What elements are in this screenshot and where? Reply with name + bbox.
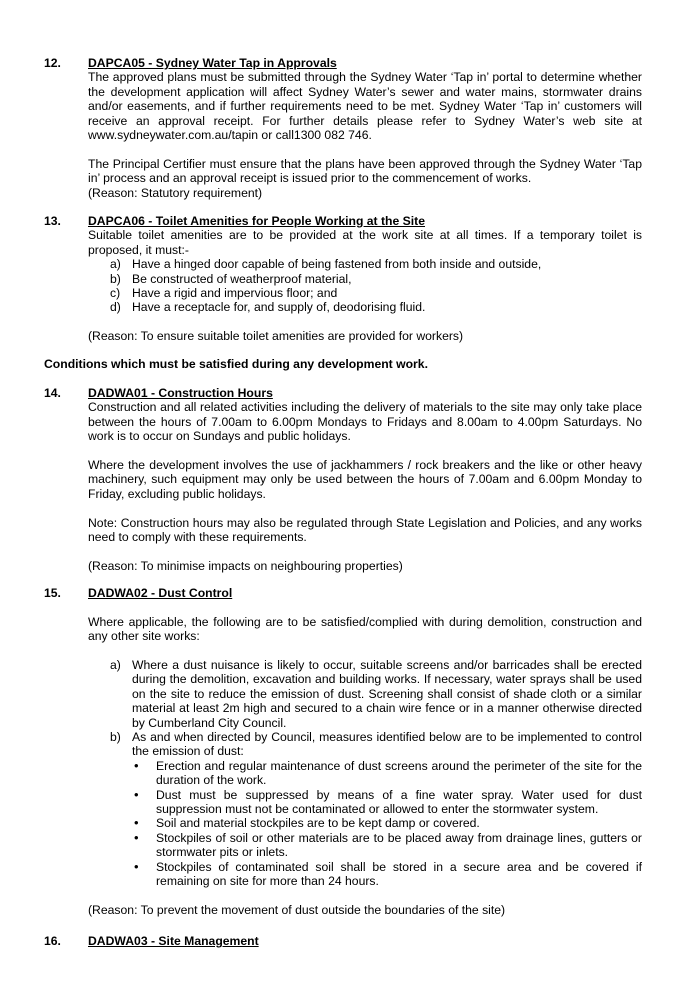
paragraph: Suitable toilet amenities are to be provided at the work site at all times. If a temporary toilet is proposed, it must:- — [88, 228, 642, 257]
list-item: a) Where a dust nuisance is likely to occur, suitable screens and/or barricades shall be erected during the demolition, excavation and building works. If necessary, water sprays shall be used on the site to reduce the emission of dust. Screening shall consist of shade cloth or a similar material at least 2m high and secured to a chain wire fence or in a manner otherwise directed by Cumberland City Council. — [110, 658, 642, 730]
list-item: a) Have a hinged door capable of being fastened from both inside and outside, — [110, 257, 542, 272]
condition-number: 16. — [44, 934, 61, 948]
condition-title: DADWA03 - Site Management — [88, 934, 259, 948]
bullet-list — [132, 759, 642, 889]
condition-body — [88, 615, 642, 918]
bullet-item: • Soil and material stockpiles are to be kept damp or covered. — [132, 816, 642, 830]
lettered-list — [88, 257, 642, 315]
bullet-item: • Dust must be suppressed by means of a fine water spray. Water used for dust suppression must not be contaminated or allowed to enter the stormwater system. — [132, 788, 642, 817]
bullet-item: • Erection and regular maintenance of dust screens around the perimeter of the site for the duration of the work. — [132, 759, 642, 788]
condition-number: 13. — [44, 214, 61, 228]
paragraph: Where applicable, the following are to be satisfied/complied with during demolition, construction and any other site works: — [88, 614, 642, 644]
lettered-list — [88, 658, 642, 889]
condition-number: 14. — [44, 386, 61, 400]
paragraph: The approved plans must be submitted through the Sydney Water ‘Tap in’ portal to determine whether the development application will affect Sydney Water’s sewer and water mains, stormwater drains and/or easements, and if further requirements need to be met. Sydney Water ‘Tap in’ customers will receive an approval receipt. For further details please refer to Sydney Water’s web site at www.sydneywater.com.au/tapin or call1300 082 746. — [88, 70, 642, 143]
condition-title: DADWA02 - Dust Control — [88, 586, 233, 600]
condition-number: 15. — [44, 586, 61, 600]
condition-title: DADWA01 - Construction Hours — [88, 386, 273, 400]
condition-number: 12. — [44, 56, 61, 70]
condition-body — [88, 400, 642, 573]
list-item: c) Have a rigid and impervious floor; and — [110, 286, 338, 301]
section-heading: Conditions which must be satisfied during any development work. — [44, 357, 428, 371]
condition-body — [88, 70, 642, 200]
list-item: b) Be constructed of weatherproof material, — [110, 271, 352, 286]
condition-body — [88, 228, 642, 343]
list-item: d) Have a receptacle for, and supply of, deodorising fluid. — [110, 300, 426, 315]
paragraph: Where the development involves the use of jackhammers / rock breakers and the like or other heavy machinery, such equipment may only be used between the hours of 7.00am and 6.00pm Monday to Friday, excluding public holidays. — [88, 458, 642, 501]
bullet-item: • Stockpiles of soil or other materials are to be placed away from drainage lines, gutters or stormwater pits or inlets. — [132, 831, 642, 860]
reason-text: (Reason: Statutory requirement) — [88, 185, 263, 200]
reason-text: (Reason: To minimise impacts on neighbouring properties) — [88, 558, 403, 573]
condition-title: DAPCA06 - Toilet Amenities for People Working at the Site — [88, 214, 426, 228]
paragraph: Construction and all related activities including the delivery of materials to the site may only take place between the hours of 7.00am to 6.00pm Mondays to Fridays and 8.00am to 4.00pm Saturdays. No work is to occur on Sundays and public holidays. — [88, 400, 642, 444]
list-item: b) As and when directed by Council, measures identified below are to be implemented to control the emission of dust: • Erection and regular maintenance of dust screens around the perimeter of the site for the duration of the work. • Dust must be suppressed by means of a fine water spray. Water used for dust suppression must not be contaminated or allowed to enter the stormwater system. • Soil and material stockpiles are to be kept damp or covered. • Stockpiles of soil or other materials are to be placed away from drainage lines, gutters or stormwater pits or inlets. • Stockpiles of contaminated soil shall be stored in a secure area and be covered if remaining on site for more than 24 hours. — [88, 730, 642, 888]
condition-title: DAPCA05 - Sydney Water Tap in Approvals — [88, 56, 337, 70]
paragraph: The Principal Certifier must ensure that the plans have been approved through the Sydney Water ‘Tap in’ process and an approval receipt is issued prior to the commencement of works. — [88, 156, 642, 186]
paragraph: Note: Construction hours may also be regulated through State Legislation and Policies, and any works need to comply with these requirements. — [88, 515, 642, 545]
bullet-item: • Stockpiles of contaminated soil shall be stored in a secure area and be covered if remaining on site for more than 24 hours. — [132, 860, 642, 889]
reason-text: (Reason: To prevent the movement of dust outside the boundaries of the site) — [88, 902, 506, 917]
reason-text: (Reason: To ensure suitable toilet amenities are provided for workers) — [88, 329, 464, 344]
